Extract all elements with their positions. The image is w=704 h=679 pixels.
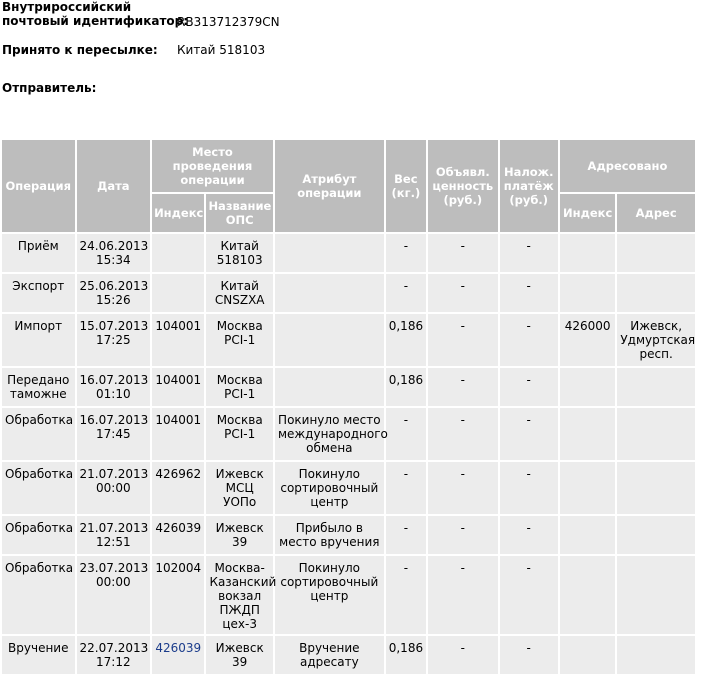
cell-ops: Москва PCI-1: [206, 314, 273, 366]
cell-index: 104001: [152, 368, 204, 406]
postal-id-label-line2: почтовый идентификатор:: [2, 14, 189, 28]
cell-cod: -: [500, 462, 558, 514]
cell-addr-index: [560, 636, 615, 674]
cell-date: 21.07.2013 00:00: [77, 462, 151, 514]
col-header-weight: Вес (кг.): [386, 140, 426, 232]
table-row: [2, 314, 695, 366]
cell-operation: Приём: [2, 234, 75, 272]
cell-date: 16.07.2013 17:45: [77, 408, 151, 460]
cell-index: 104001: [152, 314, 204, 366]
cell-declared: -: [428, 274, 498, 312]
cell-index: 104001: [152, 408, 204, 460]
cell-addr-index: 426000: [560, 314, 615, 366]
cell-weight: -: [386, 556, 426, 634]
col-header-place: Место проведения операции: [152, 140, 273, 192]
postal-id-label-line1: Внутрироссийский: [2, 0, 132, 14]
cell-addr-index: [560, 368, 615, 406]
cell-index-link: [152, 636, 204, 674]
table-row: [2, 556, 695, 634]
col-header-addr-index: Индекс: [560, 194, 615, 232]
cell-index: 102004: [152, 556, 204, 634]
cell-addr: [617, 556, 695, 634]
top-partial-link[interactable]: [568, 0, 678, 2]
sender-label: Отправитель:: [2, 81, 97, 95]
cell-ops: Китай CNSZXA: [206, 274, 273, 312]
cell-declared: -: [428, 462, 498, 514]
table-row: [2, 516, 695, 554]
cell-cod: -: [500, 516, 558, 554]
cell-addr: [617, 636, 695, 674]
cell-addr-index: [560, 408, 615, 460]
cell-declared: -: [428, 234, 498, 272]
cell-cod: -: [500, 636, 558, 674]
cell-date: 24.06.2013 15:34: [77, 234, 151, 272]
cell-addr-index: [560, 462, 615, 514]
cell-weight: -: [386, 234, 426, 272]
cell-date: 23.07.2013 00:00: [77, 556, 151, 634]
cell-ops: Москва PCI-1: [206, 408, 273, 460]
cell-date: 16.07.2013 01:10: [77, 368, 151, 406]
cell-attribute: [275, 368, 384, 406]
cell-date: 15.07.2013 17:25: [77, 314, 151, 366]
cell-index: [152, 274, 204, 312]
cell-ops: Москва-Казанский вокзал ПЖДП цех-3: [206, 556, 273, 634]
cell-declared: -: [428, 408, 498, 460]
cell-addr-index: [560, 234, 615, 272]
cell-addr-index: [560, 556, 615, 634]
col-header-attribute: Атрибут операции: [275, 140, 384, 232]
cell-date: 22.07.2013 17:12: [77, 636, 151, 674]
cell-index: [152, 234, 204, 272]
cell-index: 426039: [152, 516, 204, 554]
cell-operation: Обработка: [2, 462, 75, 514]
table-row: [2, 368, 695, 406]
cell-addr-index: [560, 516, 615, 554]
col-header-addr-address: Адрес: [617, 194, 695, 232]
cell-declared: -: [428, 556, 498, 634]
cell-declared: -: [428, 636, 498, 674]
cell-addr-index: [560, 274, 615, 312]
cell-cod: -: [500, 314, 558, 366]
cell-operation: Обработка: [2, 408, 75, 460]
cell-operation: Передано таможне: [2, 368, 75, 406]
cell-attribute: Покинуло сортировочный центр: [275, 556, 384, 634]
cell-attribute: [275, 314, 384, 366]
table-row: [2, 274, 695, 312]
cell-ops: Ижевск 39: [206, 516, 273, 554]
cell-weight: 0,186: [386, 314, 426, 366]
cell-operation: Экспорт: [2, 274, 75, 312]
cell-attribute: Вручение адресату: [275, 636, 384, 674]
cell-ops: Китай 518103: [206, 234, 273, 272]
cell-operation: Вручение: [2, 636, 75, 674]
cell-attribute: [275, 234, 384, 272]
col-header-operation: Операция: [2, 140, 75, 232]
postal-id-value: RB313712379CN: [177, 15, 280, 29]
cell-operation: Импорт: [2, 314, 75, 366]
col-header-declared-value: Объявл. ценность (руб.): [428, 140, 498, 232]
table-row: [2, 408, 695, 460]
cell-weight: -: [386, 516, 426, 554]
cell-addr: [617, 368, 695, 406]
table-row: [2, 462, 695, 514]
cell-cod: -: [500, 368, 558, 406]
cell-ops: Москва PCI-1: [206, 368, 273, 406]
cell-weight: -: [386, 462, 426, 514]
table-row: [2, 234, 695, 272]
cell-addr: [617, 462, 695, 514]
cell-cod: -: [500, 234, 558, 272]
cell-cod: -: [500, 408, 558, 460]
cell-weight: -: [386, 274, 426, 312]
col-header-date: Дата: [77, 140, 151, 232]
cell-ops: Ижевск МСЦ УОПо: [206, 462, 273, 514]
cell-cod: -: [500, 556, 558, 634]
cell-declared: -: [428, 368, 498, 406]
accepted-value: Китай 518103: [177, 43, 266, 57]
cell-index: 426962: [152, 462, 204, 514]
col-header-cod: Налож. платёж (руб.): [500, 140, 558, 232]
cell-date: 21.07.2013 12:51: [77, 516, 151, 554]
cell-operation: Обработка: [2, 556, 75, 634]
cell-attribute: Прибыло в место вручения: [275, 516, 384, 554]
post-office-index-link[interactable]: 426039: [155, 641, 202, 655]
cell-date: 25.06.2013 15:26: [77, 274, 151, 312]
table-row: [2, 636, 695, 674]
col-header-place-name: Название ОПС: [206, 194, 273, 232]
cell-declared: -: [428, 314, 498, 366]
cell-addr: [617, 234, 695, 272]
cell-weight: -: [386, 408, 426, 460]
cell-weight: 0,186: [386, 636, 426, 674]
cell-attribute: Покинуло сортировочный центр: [275, 462, 384, 514]
cell-declared: -: [428, 516, 498, 554]
cell-attribute: [275, 274, 384, 312]
cell-addr: [617, 274, 695, 312]
postal-id-block: [2, 0, 188, 28]
cell-ops: Ижевск 39: [206, 636, 273, 674]
cell-addr: [617, 408, 695, 460]
cell-weight: 0,186: [386, 368, 426, 406]
cell-cod: -: [500, 274, 558, 312]
accepted-label: Принято к пересылке:: [2, 43, 158, 57]
cell-addr: [617, 516, 695, 554]
col-header-place-index: Индекс: [152, 194, 204, 232]
cell-operation: Обработка: [2, 516, 75, 554]
cell-attribute: Покинуло место международного обмена: [275, 408, 384, 460]
col-header-addressed: Адресовано: [560, 140, 695, 192]
cell-addr: Ижевск, Удмуртская респ.: [617, 314, 695, 366]
tracking-table: [0, 138, 697, 676]
